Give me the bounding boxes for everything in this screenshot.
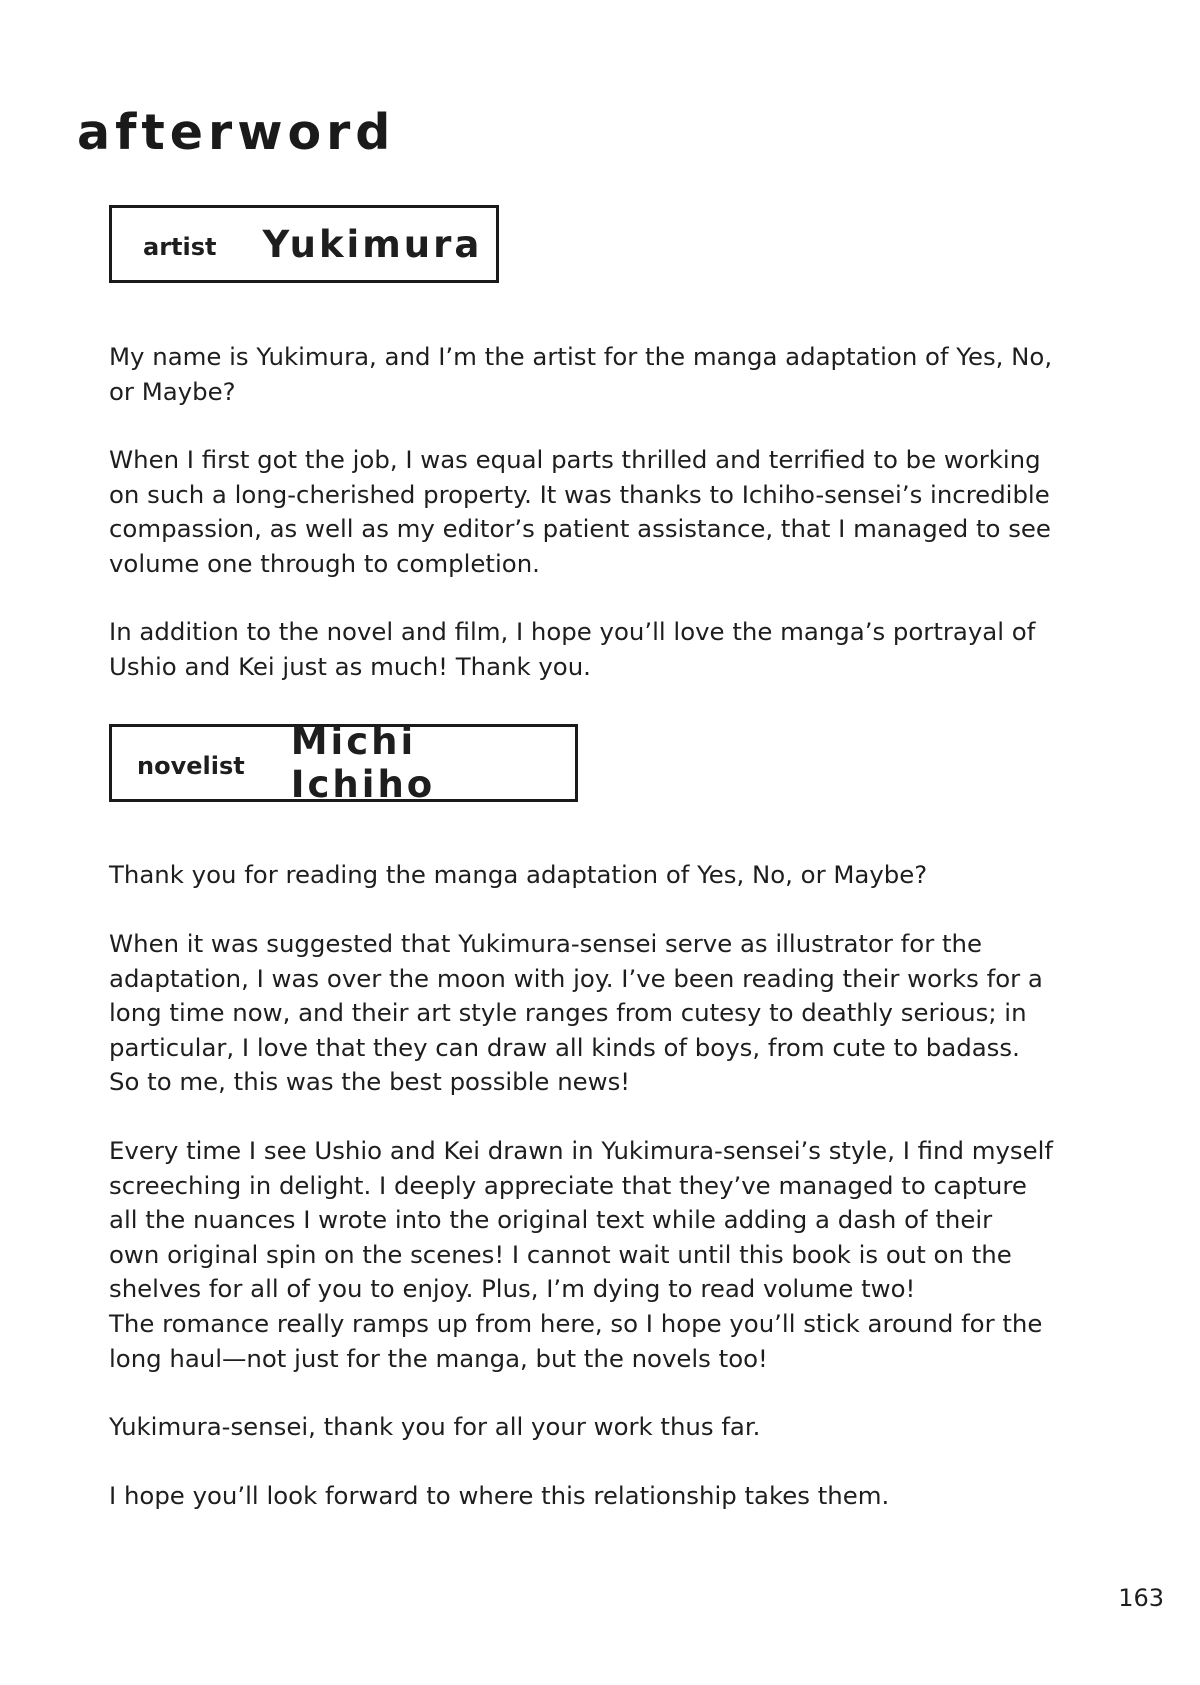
artist-role-label: artist <box>143 233 217 261</box>
novelist-paragraph-5 <box>109 1479 1109 1514</box>
text-line: Every time I see Ushio and Kei drawn in Yukimura-sensei’s style, I find myself <box>109 1136 1053 1165</box>
text-line: shelves for all of you to enjoy. Plus, I’m dying to read volume two! <box>109 1274 916 1304</box>
artist-paragraph-3 <box>109 615 1109 684</box>
artist-paragraph-2 <box>109 443 1109 581</box>
text-line: long haul—not just for the manga, but the novels too! <box>109 1343 768 1373</box>
novelist-name: Michi Ichiho <box>290 720 436 806</box>
artist-name: Yukimura <box>262 222 483 266</box>
text-line: adaptation, I was over the moon with joy. I’ve been reading their works for a <box>109 963 1043 993</box>
text-line: Thank you for reading the manga adaptation of Yes, No, or Maybe? <box>109 860 928 889</box>
text-line: screeching in delight. I deeply appreciate that they’ve managed to capture <box>109 1170 1027 1200</box>
text-line: In addition to the novel and film, I hope you’ll love the manga’s portrayal of <box>109 617 1036 646</box>
text-line: own original spin on the scenes! I cannot wait until this book is out on the <box>109 1239 1012 1269</box>
text-line: Ushio and Kei just as much! Thank you. <box>109 651 591 681</box>
text-line: on such a long-cherished property. It was thanks to Ichiho-sensei’s incredible <box>109 479 1050 509</box>
text-line: long time now, and their art style ranges from cutesy to deathly serious; in <box>109 998 1027 1028</box>
text-line: or Maybe? <box>109 376 236 406</box>
novelist-role-label: novelist <box>137 752 245 780</box>
text-line: compassion, as well as my editor’s patient assistance, that I managed to see <box>109 514 1051 544</box>
artist-name-box <box>109 205 499 283</box>
text-line: all the nuances I wrote into the original text while adding a dash of their <box>109 1205 993 1235</box>
novelist-paragraph-3 <box>109 1134 1109 1376</box>
text-line: When I first got the job, I was equal parts thrilled and terrified to be working <box>109 445 1041 474</box>
novelist-paragraph-1 <box>109 858 1109 893</box>
artist-paragraph-1 <box>109 340 1109 409</box>
text-line: volume one through to completion. <box>109 548 540 578</box>
text-line: When it was suggested that Yukimura-sensei serve as illustrator for the <box>109 929 983 958</box>
page-title: afterword <box>77 104 396 161</box>
text-line: Yukimura-sensei, thank you for all your work thus far. <box>109 1412 761 1441</box>
page-number: 163 <box>1118 1584 1164 1612</box>
novelist-paragraph-4 <box>109 1410 1109 1445</box>
novelist-paragraph-2 <box>109 927 1109 1100</box>
text-line: I hope you’ll look forward to where this relationship takes them. <box>109 1481 890 1510</box>
novelist-name-box <box>109 720 578 806</box>
text-line: particular, I love that they can draw all kinds of boys, from cute to badass. <box>109 1032 1020 1062</box>
text-line: The romance really ramps up from here, so I hope you’ll stick around for the <box>109 1308 1043 1338</box>
text-line: So to me, this was the best possible news! <box>109 1067 631 1097</box>
text-line: My name is Yukimura, and I’m the artist for the manga adaptation of Yes, No, <box>109 342 1053 371</box>
